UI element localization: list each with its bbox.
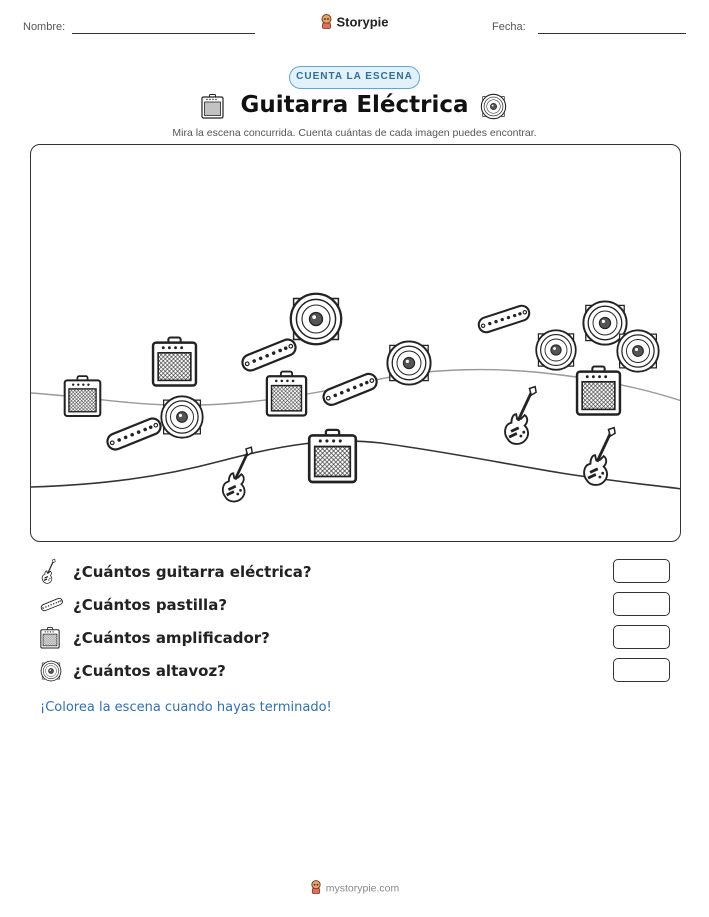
date-line[interactable] bbox=[538, 33, 686, 34]
storypie-mascot-icon bbox=[320, 14, 333, 32]
speaker-icon bbox=[480, 93, 507, 125]
brand-name: Storypie bbox=[336, 14, 389, 30]
brand-logo bbox=[0, 14, 709, 32]
answer-box-guitar[interactable] bbox=[613, 559, 670, 583]
question-pickup-text: ¿Cuántos pastilla? bbox=[73, 596, 228, 614]
name-line[interactable] bbox=[72, 33, 255, 34]
amplifier-icon bbox=[40, 627, 60, 654]
electric-guitar-icon bbox=[40, 559, 56, 590]
guitar-2 bbox=[505, 387, 536, 444]
footer-url[interactable]: mystorypie.com bbox=[325, 882, 400, 895]
amp-3 bbox=[267, 372, 306, 416]
question-row-amp bbox=[40, 625, 670, 651]
speaker-3 bbox=[536, 330, 576, 370]
scene-badge: CUENTA LA ESCENA bbox=[289, 66, 420, 89]
instructions: Mira la escena concurrida. Cuenta cuántas de cada imagen puedes encontrar. bbox=[172, 127, 537, 139]
amp-1 bbox=[153, 337, 196, 385]
coloring-note: ¡Colorea la escena cuando hayas terminado! bbox=[40, 700, 332, 715]
answer-box-speaker[interactable] bbox=[613, 658, 670, 682]
speaker-5 bbox=[617, 330, 658, 371]
counting-scene[interactable] bbox=[30, 144, 681, 542]
amp-5 bbox=[577, 366, 620, 414]
pickup-icon bbox=[40, 598, 64, 617]
question-amp-text: ¿Cuántos amplificador? bbox=[73, 629, 270, 647]
speaker-1 bbox=[291, 294, 341, 344]
question-row-guitar bbox=[40, 559, 670, 585]
speaker-icon bbox=[40, 660, 62, 687]
storypie-mascot-icon bbox=[310, 880, 322, 897]
speaker-2 bbox=[387, 341, 430, 384]
pickup-4 bbox=[477, 304, 531, 334]
guitar-1 bbox=[223, 447, 252, 501]
amp-4 bbox=[309, 430, 356, 482]
guitar-3 bbox=[584, 428, 615, 485]
pickup-1 bbox=[240, 337, 298, 373]
question-row-speaker bbox=[40, 658, 670, 684]
pickup-2 bbox=[321, 371, 379, 407]
amp-2 bbox=[65, 376, 101, 416]
answer-box-pickup[interactable] bbox=[613, 592, 670, 616]
question-guitar-text: ¿Cuántos guitarra eléctrica? bbox=[73, 563, 312, 581]
footer bbox=[0, 880, 709, 897]
name-label: Nombre: bbox=[23, 21, 66, 33]
page-title: Guitarra Eléctrica bbox=[240, 92, 469, 118]
question-row-pickup bbox=[40, 592, 670, 618]
pickup-3 bbox=[105, 416, 163, 452]
answer-box-amp[interactable] bbox=[613, 625, 670, 649]
date-label: Fecha: bbox=[492, 21, 526, 33]
question-speaker-text: ¿Cuántos altavoz? bbox=[73, 662, 226, 680]
speaker-6 bbox=[161, 396, 202, 437]
